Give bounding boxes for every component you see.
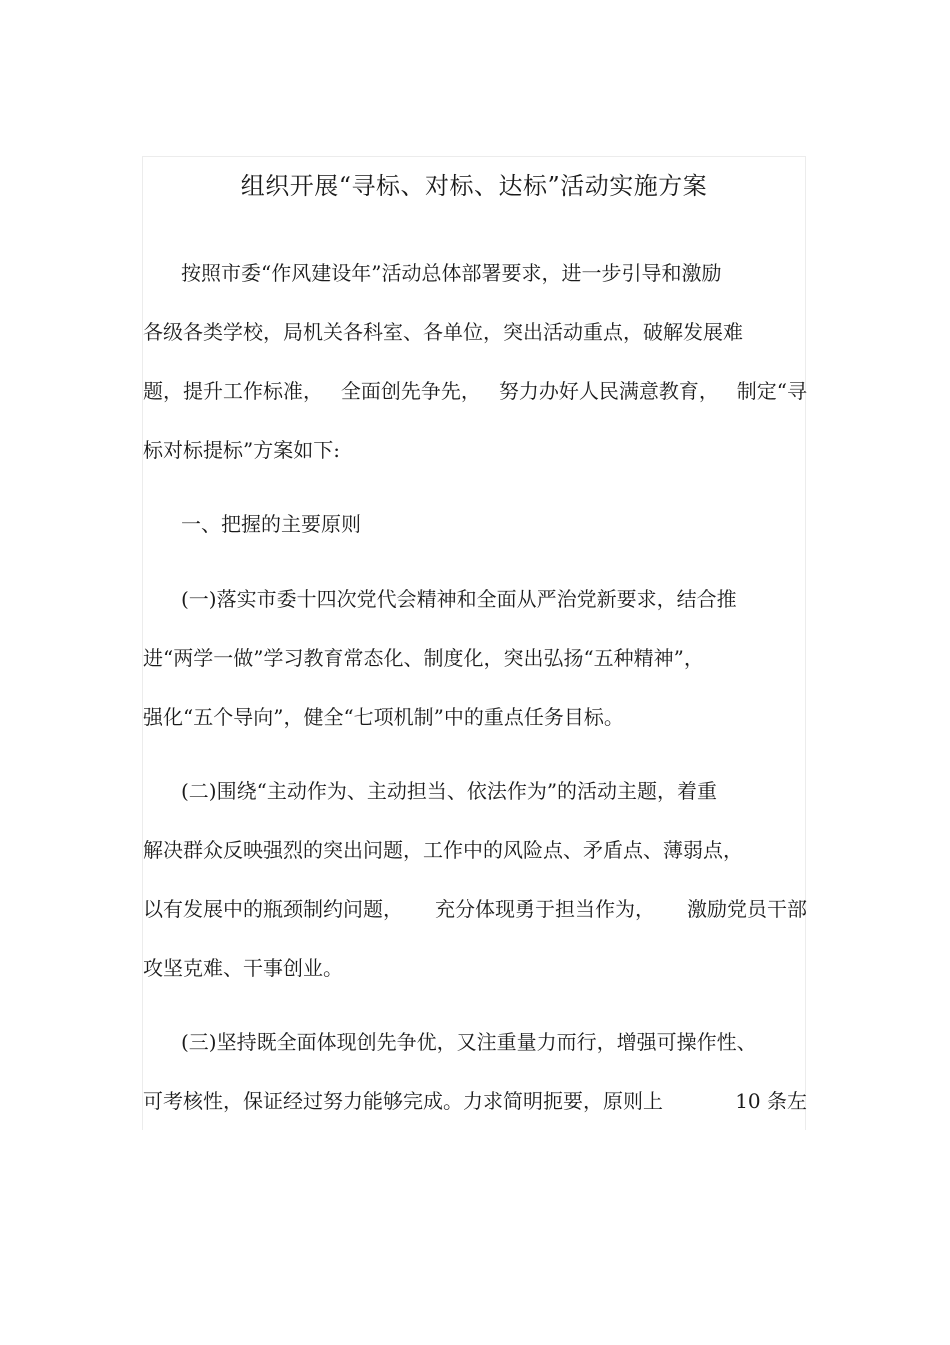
section-heading: 一、把握的主要原则 [181,512,361,536]
intro-line-3-part-a: 题，提升工作标准， [143,379,323,403]
intro-line-3-part-b: 全面创先争先， [340,379,481,403]
item-2-line-3-part-b: 充分体现勇于担当作为， [435,897,655,921]
item-3-line-1: (三)坚持既全面体现创先争优，又注重量力而行，增强可操作性、 [181,1030,757,1054]
item-2-line-1: (二)围绕“主动作为、主动担当、依法作为”的活动主题，着重 [181,779,718,803]
item-2-line-3 [143,894,807,924]
intro-line-4: 标对标提标”方案如下: [143,438,340,462]
intro-line-3 [143,376,807,406]
item-2-line-2: 解决群众反映强烈的突出问题，工作中的风险点、矛盾点、薄弱点， [143,838,743,862]
document-title: 组织开展“寻标、对标、达标”活动实施方案 [240,172,708,200]
intro-line-2: 各级各类学校，局机关各科室、各单位，突出活动重点，破解发展难 [143,320,743,344]
intro-line-1: 按照市委“作风建设年”活动总体部署要求，进一步引导和激励 [181,261,722,285]
item-3-line-2 [143,1086,807,1116]
item-2-line-3-part-c: 激励党员干部 [687,897,807,921]
item-3-line-2-part-a: 可考核性，保证经过努力能够完成。力求简明扼要，原则上 [143,1089,663,1113]
intro-line-3-part-c: 努力办好人民满意教育， [498,379,719,403]
item-2-line-4: 攻坚克难、干事创业。 [143,956,343,980]
item-2-line-3-part-a: 以有发展中的瓶颈制约问题， [143,897,403,921]
item-1-line-1: (一)落实市委十四次党代会精神和全面从严治党新要求，结合推 [181,587,737,611]
item-1-line-3: 强化“五个导向”，健全“七项机制”中的重点任务目标。 [143,705,624,729]
item-1-line-2: 进“两学一做”学习教育常态化、制度化，突出弘扬“五种精神”， [143,646,704,670]
item-3-line-2-part-b: 10 条左 [735,1089,807,1113]
intro-line-3-part-d: 制定“寻 [736,379,807,403]
